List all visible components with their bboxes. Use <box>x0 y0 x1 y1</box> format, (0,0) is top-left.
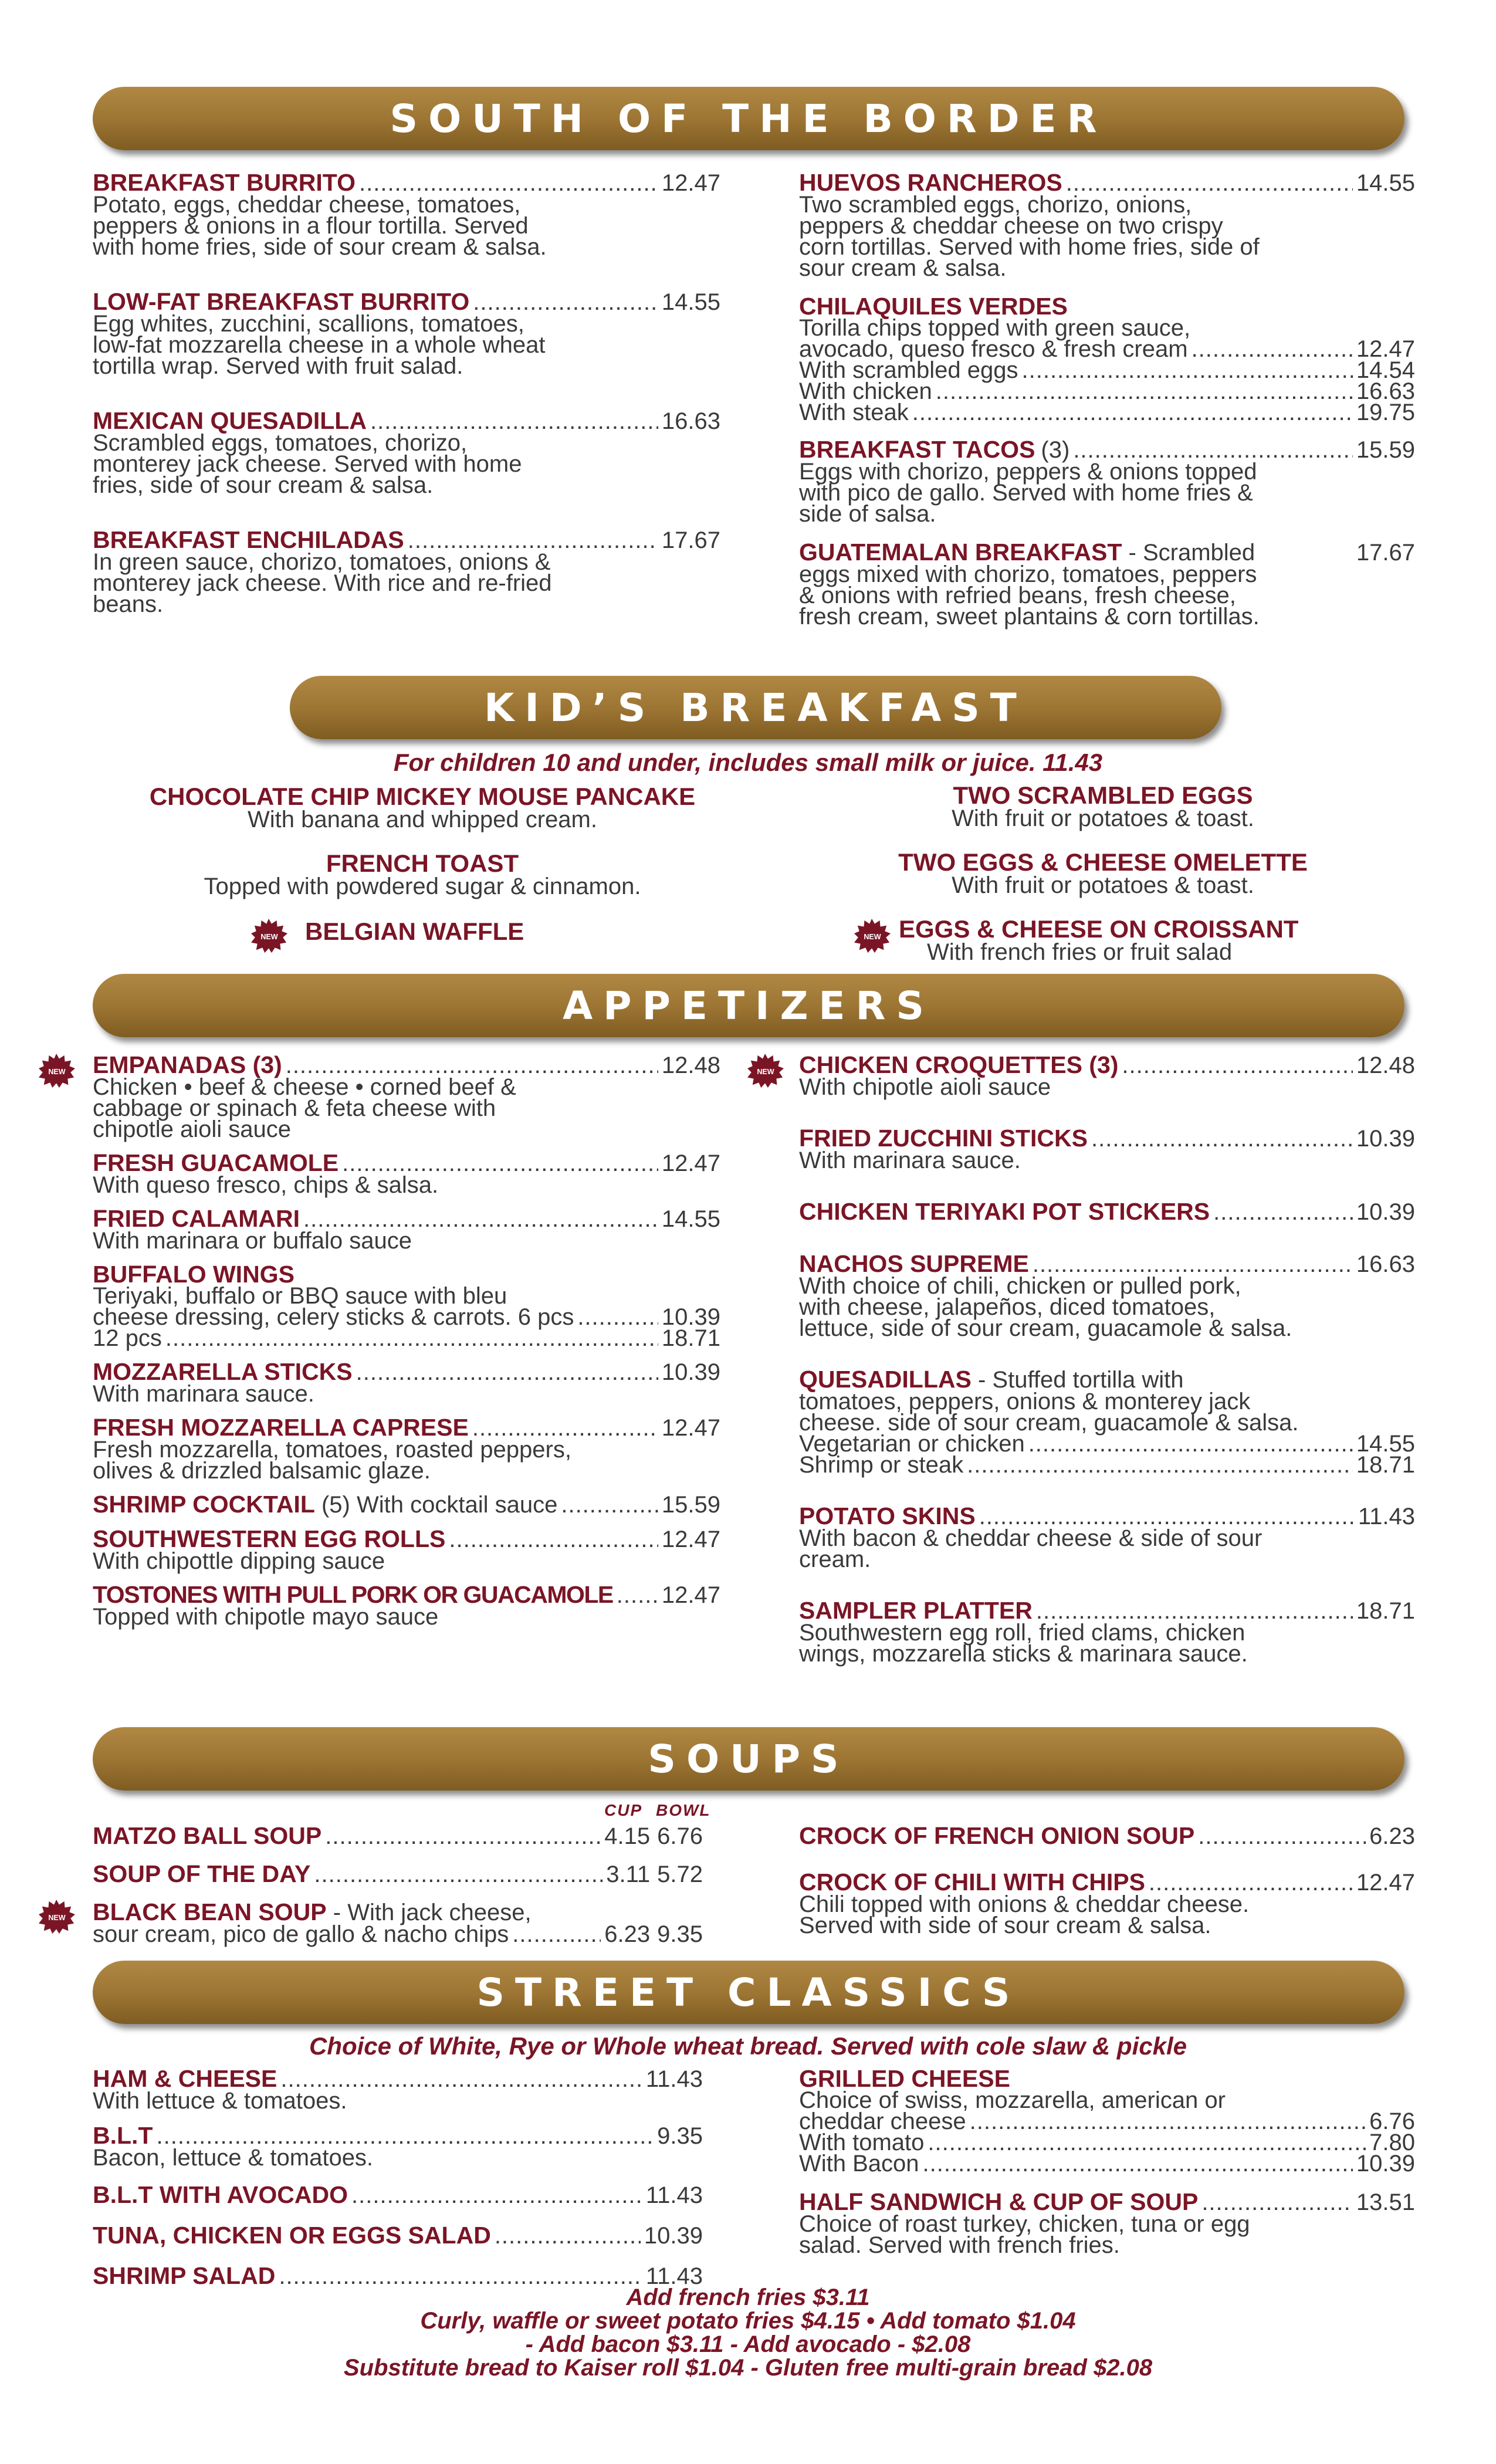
cup-price: 3.11 <box>606 1861 651 1887</box>
kids-item <box>305 920 540 943</box>
item-name: NACHOS SUPREME <box>799 1250 1029 1277</box>
menu-item <box>799 1200 1415 1223</box>
menu-item <box>799 541 1415 627</box>
item-name: CHICKEN TERIYAKI POT STICKERS <box>799 1198 1210 1225</box>
item-name: BREAKFAST TACOS <box>799 436 1035 463</box>
item-price: 12.47 <box>661 1150 720 1176</box>
item-description: With marinara sauce. <box>799 1148 1021 1173</box>
item-description: Eggs with chorizo, peppers & onions topped with pico de gallo. Served with home fries & side of salsa. <box>799 459 1257 527</box>
item-price: 15.59 <box>1356 437 1415 463</box>
bowl-price: 6.76 <box>657 1823 703 1849</box>
menu-item <box>93 2224 703 2247</box>
menu-item <box>799 436 1415 527</box>
menu-item <box>93 1581 720 1630</box>
item-name: EMPANADAS (3) <box>93 1051 282 1078</box>
street-left-column <box>93 2067 703 2287</box>
item-description: Potato, eggs, cheddar cheese, tomatoes, peppers & onions in a flour tortilla. Served with home fries, side of sour cream & salsa. <box>93 192 547 260</box>
item-price: 16.63 <box>1356 1251 1415 1277</box>
item-description: With chipottle dipping sauce <box>93 1548 385 1574</box>
item-price: 17.67 <box>661 527 720 553</box>
menu-item <box>93 1205 720 1254</box>
price-option: With steak ..... 19.75 <box>799 402 1415 423</box>
item-description: With marinara sauce. <box>93 1381 314 1407</box>
item-description: Torilla chips topped with green sauce, <box>799 315 1191 341</box>
item-name: CHOCOLATE CHIP MICKEY MOUSE PANCAKE <box>149 783 696 810</box>
item-name: MOZZARELLA STICKS <box>93 1358 353 1385</box>
item-description: With queso fresco, chips & salsa. <box>93 1172 439 1198</box>
menu-item <box>799 1051 1415 1100</box>
item-name: BELGIAN WAFFLE <box>305 918 524 945</box>
price-option: Vegetarian or chicken ..... 14.55 <box>799 1433 1415 1454</box>
addons-note <box>0 2286 1496 2380</box>
item-description: With lettuce & tomatoes. <box>93 2088 347 2114</box>
item-name: TOSTONES WITH PULL PORK OR GUACAMOLE <box>93 1581 613 1608</box>
item-description: Scrambled eggs, tomatoes, chorizo, monterey jack cheese. Served with home fries, side of sour cream & salsa. <box>93 430 522 498</box>
price-option: With scrambled eggs ..... 14.54 <box>799 360 1415 381</box>
menu-item <box>799 1127 1415 1171</box>
item-name: FRENCH TOAST <box>326 849 519 877</box>
item-price: 10.39 <box>644 2223 703 2249</box>
kids-item <box>780 781 1426 831</box>
price-option: With chicken ..... 16.63 <box>799 381 1415 402</box>
new-badge-icon <box>854 918 891 954</box>
kids-item <box>899 915 1368 965</box>
item-description: tomatoes, peppers, onions & monterey jack cheese. side of sour cream, guacamole & salsa. <box>799 1389 1299 1436</box>
item-name: BREAKFAST BURRITO <box>93 169 356 196</box>
menu-item <box>93 1414 720 1484</box>
item-name: SHRIMP SALAD <box>93 2262 276 2289</box>
south-left-column <box>93 171 720 615</box>
kids-item <box>100 785 745 831</box>
addon-line: - Add bacon $3.11 - Add avocado - $2.08 <box>525 2331 971 2357</box>
item-price: 10.39 <box>1356 1126 1415 1152</box>
item-name: BUFFALO WINGS <box>93 1261 295 1288</box>
item-price: 12.47 <box>1356 1870 1415 1896</box>
menu-item <box>799 1250 1415 1341</box>
item-name: HAM & CHEESE <box>93 2065 277 2092</box>
menu-item <box>799 1502 1415 1572</box>
svg-text:NEW: NEW <box>260 932 278 941</box>
section-banner-appetizers <box>93 974 1404 1037</box>
menu-item <box>799 1871 1415 1936</box>
appetizers-left-column <box>93 1051 720 1630</box>
menu-item <box>93 1051 720 1142</box>
item-description: eggs mixed with chorizo, tomatoes, peppers & onions with refried beans, fresh cheese, fresh cream, sweet plantains & corn tortillas. <box>799 561 1260 629</box>
item-description: With fruit or potatoes & toast. <box>952 872 1254 898</box>
item-description: With marinara or buffalo sauce <box>93 1228 412 1254</box>
menu-item <box>93 1149 720 1198</box>
item-name: TWO SCRAMBLED EGGS <box>953 781 1253 809</box>
item-price: 17.67 <box>1356 540 1415 566</box>
menu-item <box>93 171 720 258</box>
addon-line: Curly, waffle or sweet potato fries $4.15 • Add tomato $1.04 <box>420 2308 1076 2334</box>
item-price: 12.47 <box>661 1415 720 1441</box>
item-name: MATZO BALL SOUP <box>93 1822 322 1849</box>
menu-item <box>93 1525 720 1574</box>
cup-header: CUP <box>604 1801 643 1819</box>
kids-item <box>100 849 745 899</box>
item-name: SOUP OF THE DAY <box>93 1860 311 1887</box>
soups-left-column <box>93 1822 703 1947</box>
item-name: CHILAQUILES VERDES <box>799 293 1068 320</box>
menu-item <box>93 2262 703 2289</box>
item-name: BLACK BEAN SOUP <box>93 1898 327 1925</box>
section-banner-south-of-the-border <box>93 87 1404 150</box>
price-option: With tomato ..... 7.80 <box>799 2132 1415 2153</box>
item-description: Chicken • beef & cheese • corned beef & cabbage or spinach & feta cheese with chipotle aioli sauce <box>93 1074 516 1142</box>
item-name: GUATEMALAN BREAKFAST <box>799 539 1122 566</box>
new-badge-icon <box>251 918 287 954</box>
item-name: GRILLED CHEESE <box>799 2065 1010 2092</box>
item-description: Teriyaki, buffalo or BBQ sauce with bleu <box>93 1283 507 1309</box>
item-name: SOUTHWESTERN EGG ROLLS <box>93 1525 446 1552</box>
item-description: With chipotle aioli sauce <box>799 1074 1051 1100</box>
menu-item <box>93 290 720 377</box>
item-price: 12.48 <box>661 1052 720 1078</box>
item-description: Two scrambled eggs, chorizo, onions, peppers & cheddar cheese on two crispy corn tortillas. Served with home fries, side of sour cream & salsa. <box>799 192 1260 281</box>
item-name: B.L.T <box>93 2122 153 2149</box>
menu-item <box>93 409 720 496</box>
item-name: FRESH GUACAMOLE <box>93 1149 339 1176</box>
section-title: STREET CLASSICS <box>476 1969 1021 2015</box>
item-description: With french fries or fruit salad <box>927 939 1233 965</box>
item-description: Fresh mozzarella, tomatoes, roasted peppers, olives & drizzled balsamic glaze. <box>93 1437 571 1484</box>
item-price: 10.39 <box>1356 1199 1415 1225</box>
item-description: Choice of roast turkey, chicken, tuna or egg salad. Served with french fries. <box>799 2211 1250 2258</box>
item-price: 13.51 <box>1356 2189 1415 2215</box>
price-option: cheddar cheese ..... 6.76 <box>799 2111 1415 2132</box>
item-name: MEXICAN QUESADILLA <box>93 407 367 434</box>
item-description: With banana and whipped cream. <box>248 807 597 832</box>
item-name: HALF SANDWICH & CUP OF SOUP <box>799 2188 1199 2215</box>
item-description: Bacon, lettuce & tomatoes. <box>93 2145 374 2171</box>
item-description: Topped with powdered sugar & cinnamon. <box>204 874 641 899</box>
new-badge-icon <box>747 1052 784 1089</box>
menu-item <box>93 1358 720 1407</box>
kids-item <box>780 848 1426 898</box>
item-inline-desc: - Stuffed tortilla with <box>971 1367 1184 1393</box>
item-name: BREAKFAST ENCHILADAS <box>93 526 404 553</box>
section-banner-kids-breakfast <box>290 676 1221 739</box>
item-description: With bacon & cheddar cheese & side of sour cream. <box>799 1525 1263 1572</box>
item-name: SHRIMP COCKTAIL <box>93 1491 315 1518</box>
item-price: 11.43 <box>645 2066 703 2092</box>
item-description: In green sauce, chorizo, tomatoes, onions & monterey jack cheese. With rice and re-fried beans. <box>93 549 552 617</box>
item-description: With fruit or potatoes & toast. <box>952 805 1254 831</box>
item-name: EGGS & CHEESE ON CROISSANT <box>899 915 1299 943</box>
svg-text:NEW: NEW <box>757 1067 774 1076</box>
item-name: QUESADILLAS <box>799 1366 972 1393</box>
svg-text:NEW: NEW <box>864 932 881 941</box>
price-option: sour cream, pico de gallo & nacho chips ..... 6.23 9.35 <box>93 1924 703 1945</box>
item-name: B.L.T WITH AVOCADO <box>93 2181 348 2208</box>
price-option: With Bacon ..... 10.39 <box>799 2153 1415 2174</box>
item-name: CROCK OF CHILI WITH CHIPS <box>799 1869 1145 1896</box>
item-inline-desc: (5) With cocktail sauce <box>314 1492 558 1518</box>
menu-item <box>799 1366 1415 1478</box>
menu-item <box>799 2188 1415 2258</box>
cup-price: 4.15 <box>604 1823 651 1849</box>
menu-item <box>93 2181 703 2208</box>
item-price: 14.55 <box>1356 170 1415 196</box>
menu-item <box>799 295 1415 423</box>
menu-item <box>93 2122 703 2171</box>
item-price: 12.47 <box>661 170 720 196</box>
item-price: 10.39 <box>661 1359 720 1385</box>
new-badge-icon <box>39 1898 75 1935</box>
bowl-header: BOWL <box>656 1801 711 1819</box>
bowl-price: 5.72 <box>657 1861 703 1887</box>
svg-text:NEW: NEW <box>48 1913 66 1922</box>
price-option: avocado, queso fresco & fresh cream ..... 12.47 <box>799 339 1415 360</box>
menu-item <box>93 526 720 617</box>
section-banner-soups <box>93 1727 1404 1791</box>
kids-note: For children 10 and under, includes small milk or juice. 11.43 <box>393 749 1103 776</box>
item-name: CHICKEN CROQUETTES (3) <box>799 1051 1119 1078</box>
item-price: 18.71 <box>1356 1598 1415 1624</box>
new-badge-icon <box>39 1052 75 1089</box>
section-title: SOUTH OF THE BORDER <box>390 96 1108 141</box>
item-name: FRESH MOZZARELLA CAPRESE <box>93 1414 469 1441</box>
item-price: 12.47 <box>661 1527 720 1552</box>
item-description: Chili topped with onions & cheddar cheese. Served with side of sour cream & salsa. <box>799 1891 1250 1938</box>
item-price: 11.43 <box>1358 1504 1415 1529</box>
price-option: cheese dressing, celery sticks & carrots. 6 pcs ..... 10.39 <box>93 1307 720 1328</box>
svg-text:NEW: NEW <box>48 1067 66 1076</box>
menu-item <box>93 2065 703 2114</box>
item-name: CROCK OF FRENCH ONION SOUP <box>799 1822 1195 1849</box>
item-description: Southwestern egg roll, fried clams, chicken wings, mozzarella sticks & marinara sauce. <box>799 1620 1248 1667</box>
street-right-column <box>799 2067 1415 2256</box>
item-name: TWO EGGS & CHEESE OMELETTE <box>898 848 1308 876</box>
addon-line: Substitute bread to Kaiser roll $1.04 - Gluten free multi-grain bread $2.08 <box>343 2355 1153 2381</box>
item-description: Egg whites, zucchini, scallions, tomatoes, low-fat mozzarella cheese in a whole wheat tortilla wrap. Served with fruit salad. <box>93 311 546 379</box>
item-inline-desc: - With jack cheese, <box>326 1900 532 1925</box>
item-name: SAMPLER PLATTER <box>799 1597 1033 1624</box>
item-price: 6.23 <box>1369 1823 1415 1849</box>
soups-right-column <box>799 1822 1415 1938</box>
item-description: With choice of chili, chicken or pulled pork, with cheese, jalapeños, diced tomatoes, lettuce, side of sour cream, guacamole & salsa. <box>799 1273 1292 1341</box>
section-title: APPETIZERS <box>563 983 935 1028</box>
item-inline-desc: - Scrambled <box>1122 540 1255 566</box>
item-price: 11.43 <box>645 2263 703 2289</box>
street-note: Choice of White, Rye or Whole wheat bread. Served with cole slaw & pickle <box>309 2032 1187 2060</box>
item-price: 11.43 <box>645 2182 703 2208</box>
section-title: KID’S BREAKFAST <box>484 685 1027 730</box>
menu-item <box>93 1493 720 1516</box>
section-title: SOUPS <box>648 1736 849 1782</box>
appetizers-right-column <box>799 1051 1415 1667</box>
item-description: Choice of swiss, mozzarella, american or <box>799 2087 1226 2113</box>
item-price: 12.47 <box>661 1582 720 1608</box>
price-option: Shrimp or steak ..... 18.71 <box>799 1454 1415 1475</box>
south-right-column <box>799 171 1415 627</box>
menu-item <box>93 1860 703 1887</box>
addon-line: Add french fries $3.11 <box>626 2284 870 2310</box>
menu-item <box>799 171 1415 279</box>
item-price: 9.35 <box>657 2123 703 2149</box>
item-name: LOW-FAT BREAKFAST BURRITO <box>93 288 470 315</box>
item-price: 15.59 <box>661 1492 720 1518</box>
item-name: HUEVOS RANCHEROS <box>799 169 1062 196</box>
menu-item <box>93 1822 703 1849</box>
price-option: 12 pcs ..... 18.71 <box>93 1328 720 1349</box>
item-name: FRIED ZUCCHINI STICKS <box>799 1125 1088 1152</box>
menu-item <box>93 1898 703 1947</box>
menu-item <box>799 2065 1415 2177</box>
item-price: 12.48 <box>1356 1052 1415 1078</box>
item-name: POTATO SKINS <box>799 1502 976 1529</box>
item-name: TUNA, CHICKEN OR EGGS SALAD <box>93 2222 491 2249</box>
item-price: 14.55 <box>661 1206 720 1232</box>
item-name: FRIED CALAMARI <box>93 1205 300 1232</box>
item-price: 16.63 <box>661 408 720 434</box>
menu-item <box>799 1597 1415 1667</box>
item-description: Topped with chipotle mayo sauce <box>93 1604 439 1630</box>
item-price: 14.55 <box>661 289 720 315</box>
menu-item <box>93 1263 720 1349</box>
item-quantity: (3) <box>1041 437 1070 463</box>
menu-item <box>799 1822 1415 1849</box>
section-banner-street-classics <box>93 1961 1404 2024</box>
